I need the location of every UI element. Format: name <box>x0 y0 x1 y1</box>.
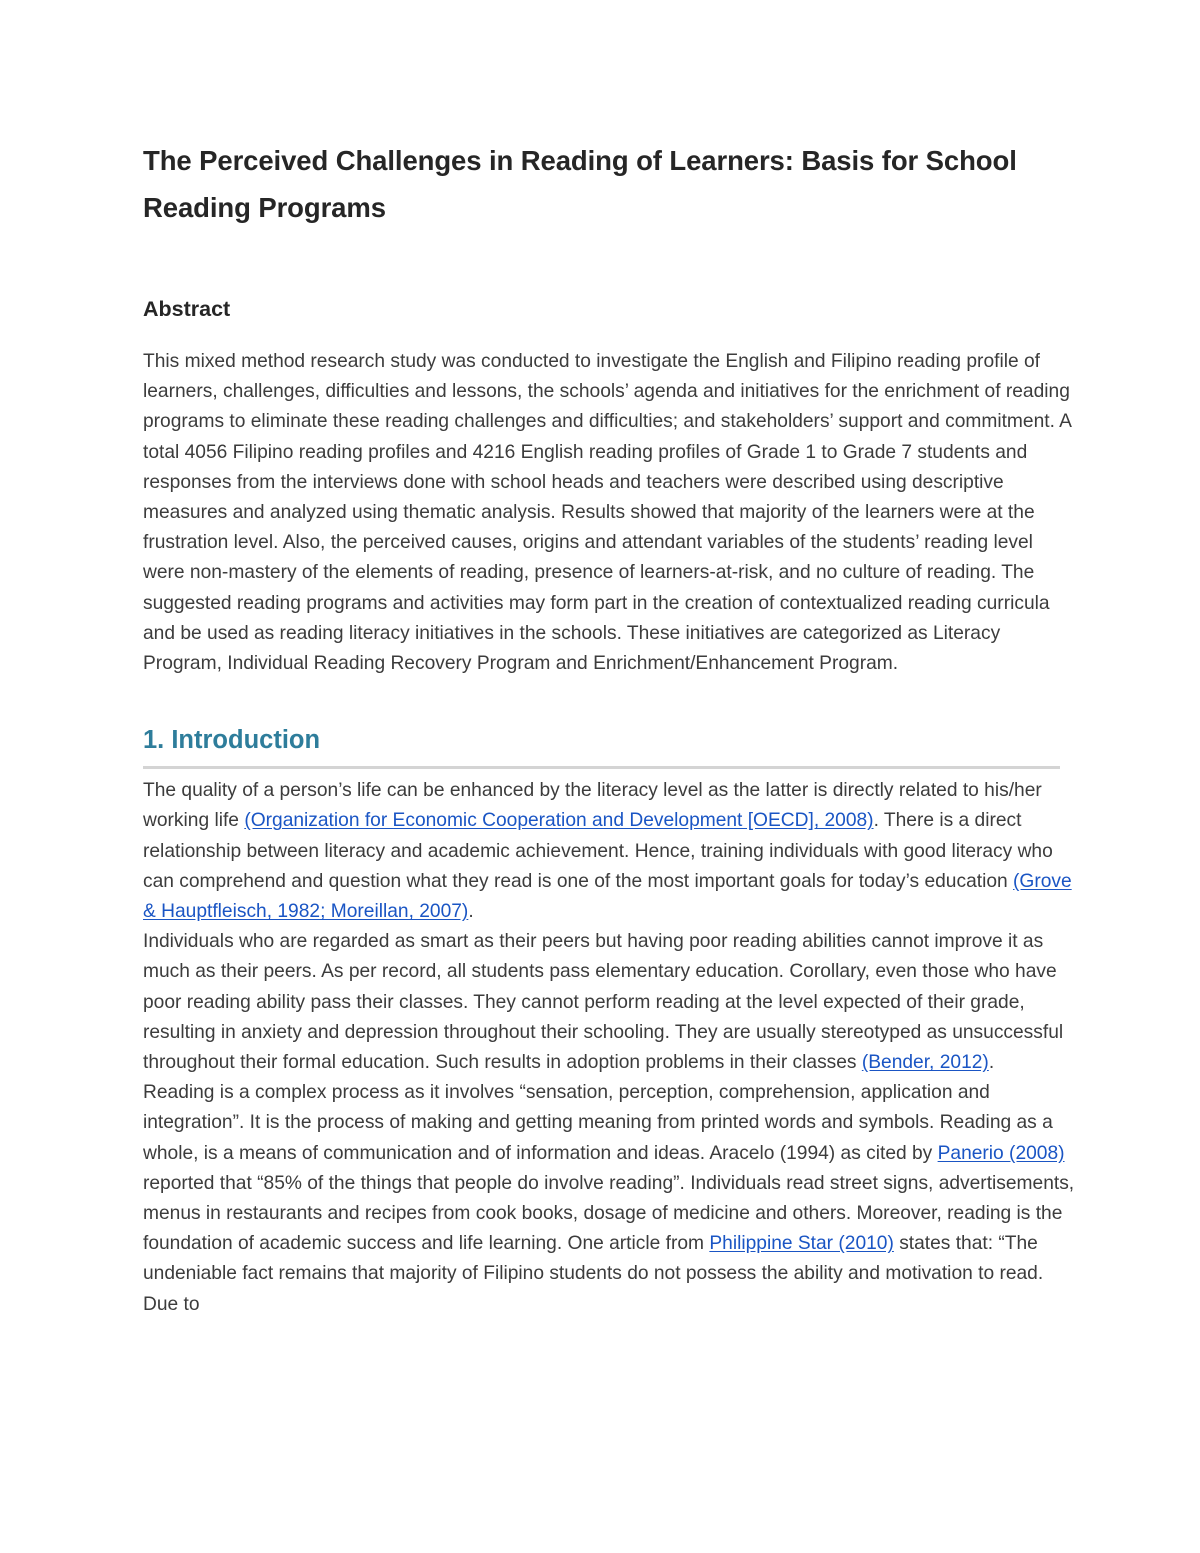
paragraph-3-text-segment-2: reported that “85% of the things that people do involve reading”. Individuals read street signs, advertisements, menus in restaurants and recipes from cook books, dosage of medicine and others. Moreover, reading is the foundation of academic success and life learning. One article from <box>143 1172 1075 1255</box>
introduction-paragraph-2 <box>143 927 1075 1078</box>
paragraph-3-text-segment-3: states that: “The undeniable fact remains that majority of Filipino students do not possess the ability and motivation to read. Due to <box>143 1233 1044 1315</box>
paragraph-2-text-segment-2: . <box>988 1052 995 1074</box>
paragraph-1-text-segment-2: . There is a direct relationship between literacy and academic achievement. Hence, training individuals with good literacy who can comprehend and question what they read is one of the most important goals for today’s education <box>143 810 1053 892</box>
introduction-paragraph-3 <box>143 1078 1075 1320</box>
citation-link-grove-moreillan[interactable]: (Grove & Hauptfleisch, 1982; Moreillan, 2007) <box>143 870 1072 923</box>
section-heading-introduction: 1. Introduction <box>143 726 321 755</box>
citation-link-bender-2012[interactable]: (Bender, 2012) <box>861 1052 989 1074</box>
citation-link-oecd-2008[interactable]: (Organization for Economic Cooperation and Development [OECD], 2008) <box>244 810 874 832</box>
abstract-heading: Abstract <box>143 297 231 321</box>
paragraph-1-text-segment-1: The quality of a person’s life can be enhanced by the literacy level as the latter is directly related to his/her working life <box>143 780 1042 832</box>
page-content-column <box>143 0 1075 1320</box>
paragraph-2-text-segment-1: Individuals who are regarded as smart as their peers but having poor reading abilities cannot improve it as much as their peers. As per record, all students pass elementary education. Corollary, even those who have poor reading ability pass their classes. They cannot perform reading at the level expected of their grade, resulting in anxiety and depression throughout their schooling. They are usually stereotyped as unsuccessful throughout their formal education. Such results in adoption problems in their classes <box>143 931 1064 1074</box>
introduction-heading-group <box>143 679 1075 769</box>
introduction-paragraph-1 <box>143 776 1075 927</box>
abstract-body-text: This mixed method research study was conducted to investigate the English and Filipino reading profile of learners, challenges, difficulties and lessons, the schools’ agenda and initiatives for the enrichment of reading programs to eliminate these reading challenges and difficulties; and stakeholders’ support and commitment. A total 4056 Filipino reading profiles and 4216 English reading profiles of Grade 1 to Grade 7 students and responses from the interviews done with school heads and teachers were described using descriptive measures and analyzed using thematic analysis. Results showed that majority of the learners were at the frustration level. Also, the perceived causes, origins and attendant variables of the students’ reading level were non-mastery of the elements of reading, presence of learners-at-risk, and no culture of reading. The suggested reading programs and activities may form part in the creation of contextualized reading curricula and be used as reading literacy initiatives in the schools. These initiatives are categorized as Literacy Program, Individual Reading Recovery Program and Enrichment/Enhancement Program. <box>143 351 1071 675</box>
citation-link-panerio-2008[interactable]: Panerio (2008) <box>937 1142 1065 1164</box>
introduction-body <box>143 769 1075 1320</box>
paragraph-1-text-segment-3: . <box>468 901 474 923</box>
citation-link-philippine-star-2010[interactable]: Philippine Star (2010) <box>709 1233 894 1255</box>
page-title: The Perceived Challenges in Reading of Learners: Basis for School Reading Programs <box>143 145 1017 223</box>
paragraph-3-text-segment-1: Reading is a complex process as it involves “sensation, perception, comprehension, application and integration”. It is the process of making and getting meaning from printed words and symbols. Reading as a whole, is a means of communication and of information and ideas. Aracelo (1994) as cited by <box>143 1082 1053 1164</box>
